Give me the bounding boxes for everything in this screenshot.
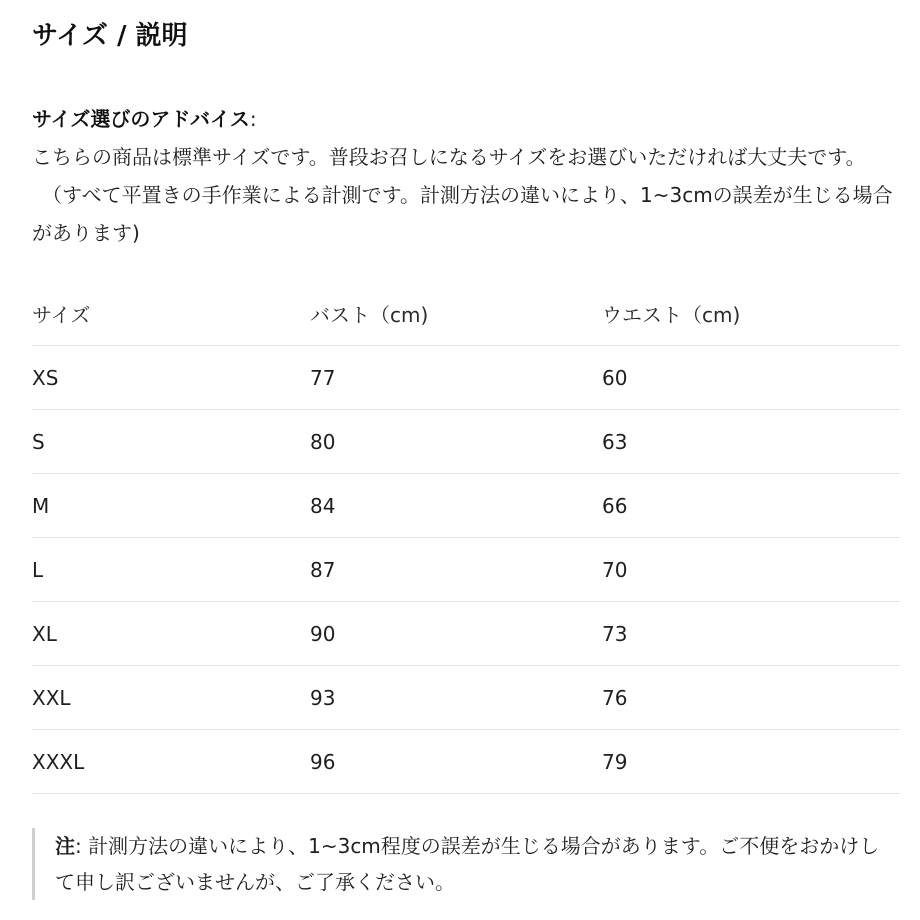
cell-size: XXXL [32, 730, 310, 794]
cell-size: XL [32, 602, 310, 666]
cell-size: L [32, 538, 310, 602]
size-advice-section [32, 100, 900, 252]
cell-waist: 76 [602, 666, 900, 730]
footnote-label: 注 [55, 834, 75, 858]
footnote-colon: : [75, 834, 82, 858]
advice-measurement-note: （すべて平置きの手作業による計測です。計測方法の違いにより、1~3cmの誤差が生じる場合があります) [32, 183, 893, 245]
cell-size: S [32, 410, 310, 474]
cell-bust: 80 [310, 410, 602, 474]
cell-waist: 73 [602, 602, 900, 666]
cell-waist: 66 [602, 474, 900, 538]
cell-bust: 96 [310, 730, 602, 794]
advice-colon: : [249, 107, 257, 131]
cell-bust: 90 [310, 602, 602, 666]
cell-size: XS [32, 346, 310, 410]
table-row [32, 474, 900, 538]
table-row [32, 730, 900, 794]
table-header-row [32, 282, 900, 346]
advice-heading: サイズ選びのアドバイス [32, 107, 250, 131]
table-row [32, 602, 900, 666]
size-chart-table [32, 282, 900, 794]
cell-bust: 87 [310, 538, 602, 602]
header-bust: バスト（cm) [310, 282, 602, 346]
cell-waist: 70 [602, 538, 900, 602]
table-row [32, 346, 900, 410]
cell-bust: 93 [310, 666, 602, 730]
header-size: サイズ [32, 282, 310, 346]
cell-size: M [32, 474, 310, 538]
table-row [32, 666, 900, 730]
footnote-blockquote [32, 828, 892, 900]
footnote-text: 計測方法の違いにより、1~3cm程度の誤差が生じる場合があります。ご不便をおかけして申し訳ございませんが、ご了承ください。 [55, 834, 880, 894]
cell-bust: 84 [310, 474, 602, 538]
page-title: サイズ / 説明 [32, 21, 188, 51]
table-row [32, 538, 900, 602]
cell-waist: 63 [602, 410, 900, 474]
advice-body: こちらの商品は標準サイズです。普段お召しになるサイズをお選びいただければ大丈夫です。 [32, 145, 866, 169]
cell-bust: 77 [310, 346, 602, 410]
header-waist: ウエスト（cm) [602, 282, 900, 346]
cell-waist: 79 [602, 730, 900, 794]
cell-waist: 60 [602, 346, 900, 410]
cell-size: XXL [32, 666, 310, 730]
table-row [32, 410, 900, 474]
